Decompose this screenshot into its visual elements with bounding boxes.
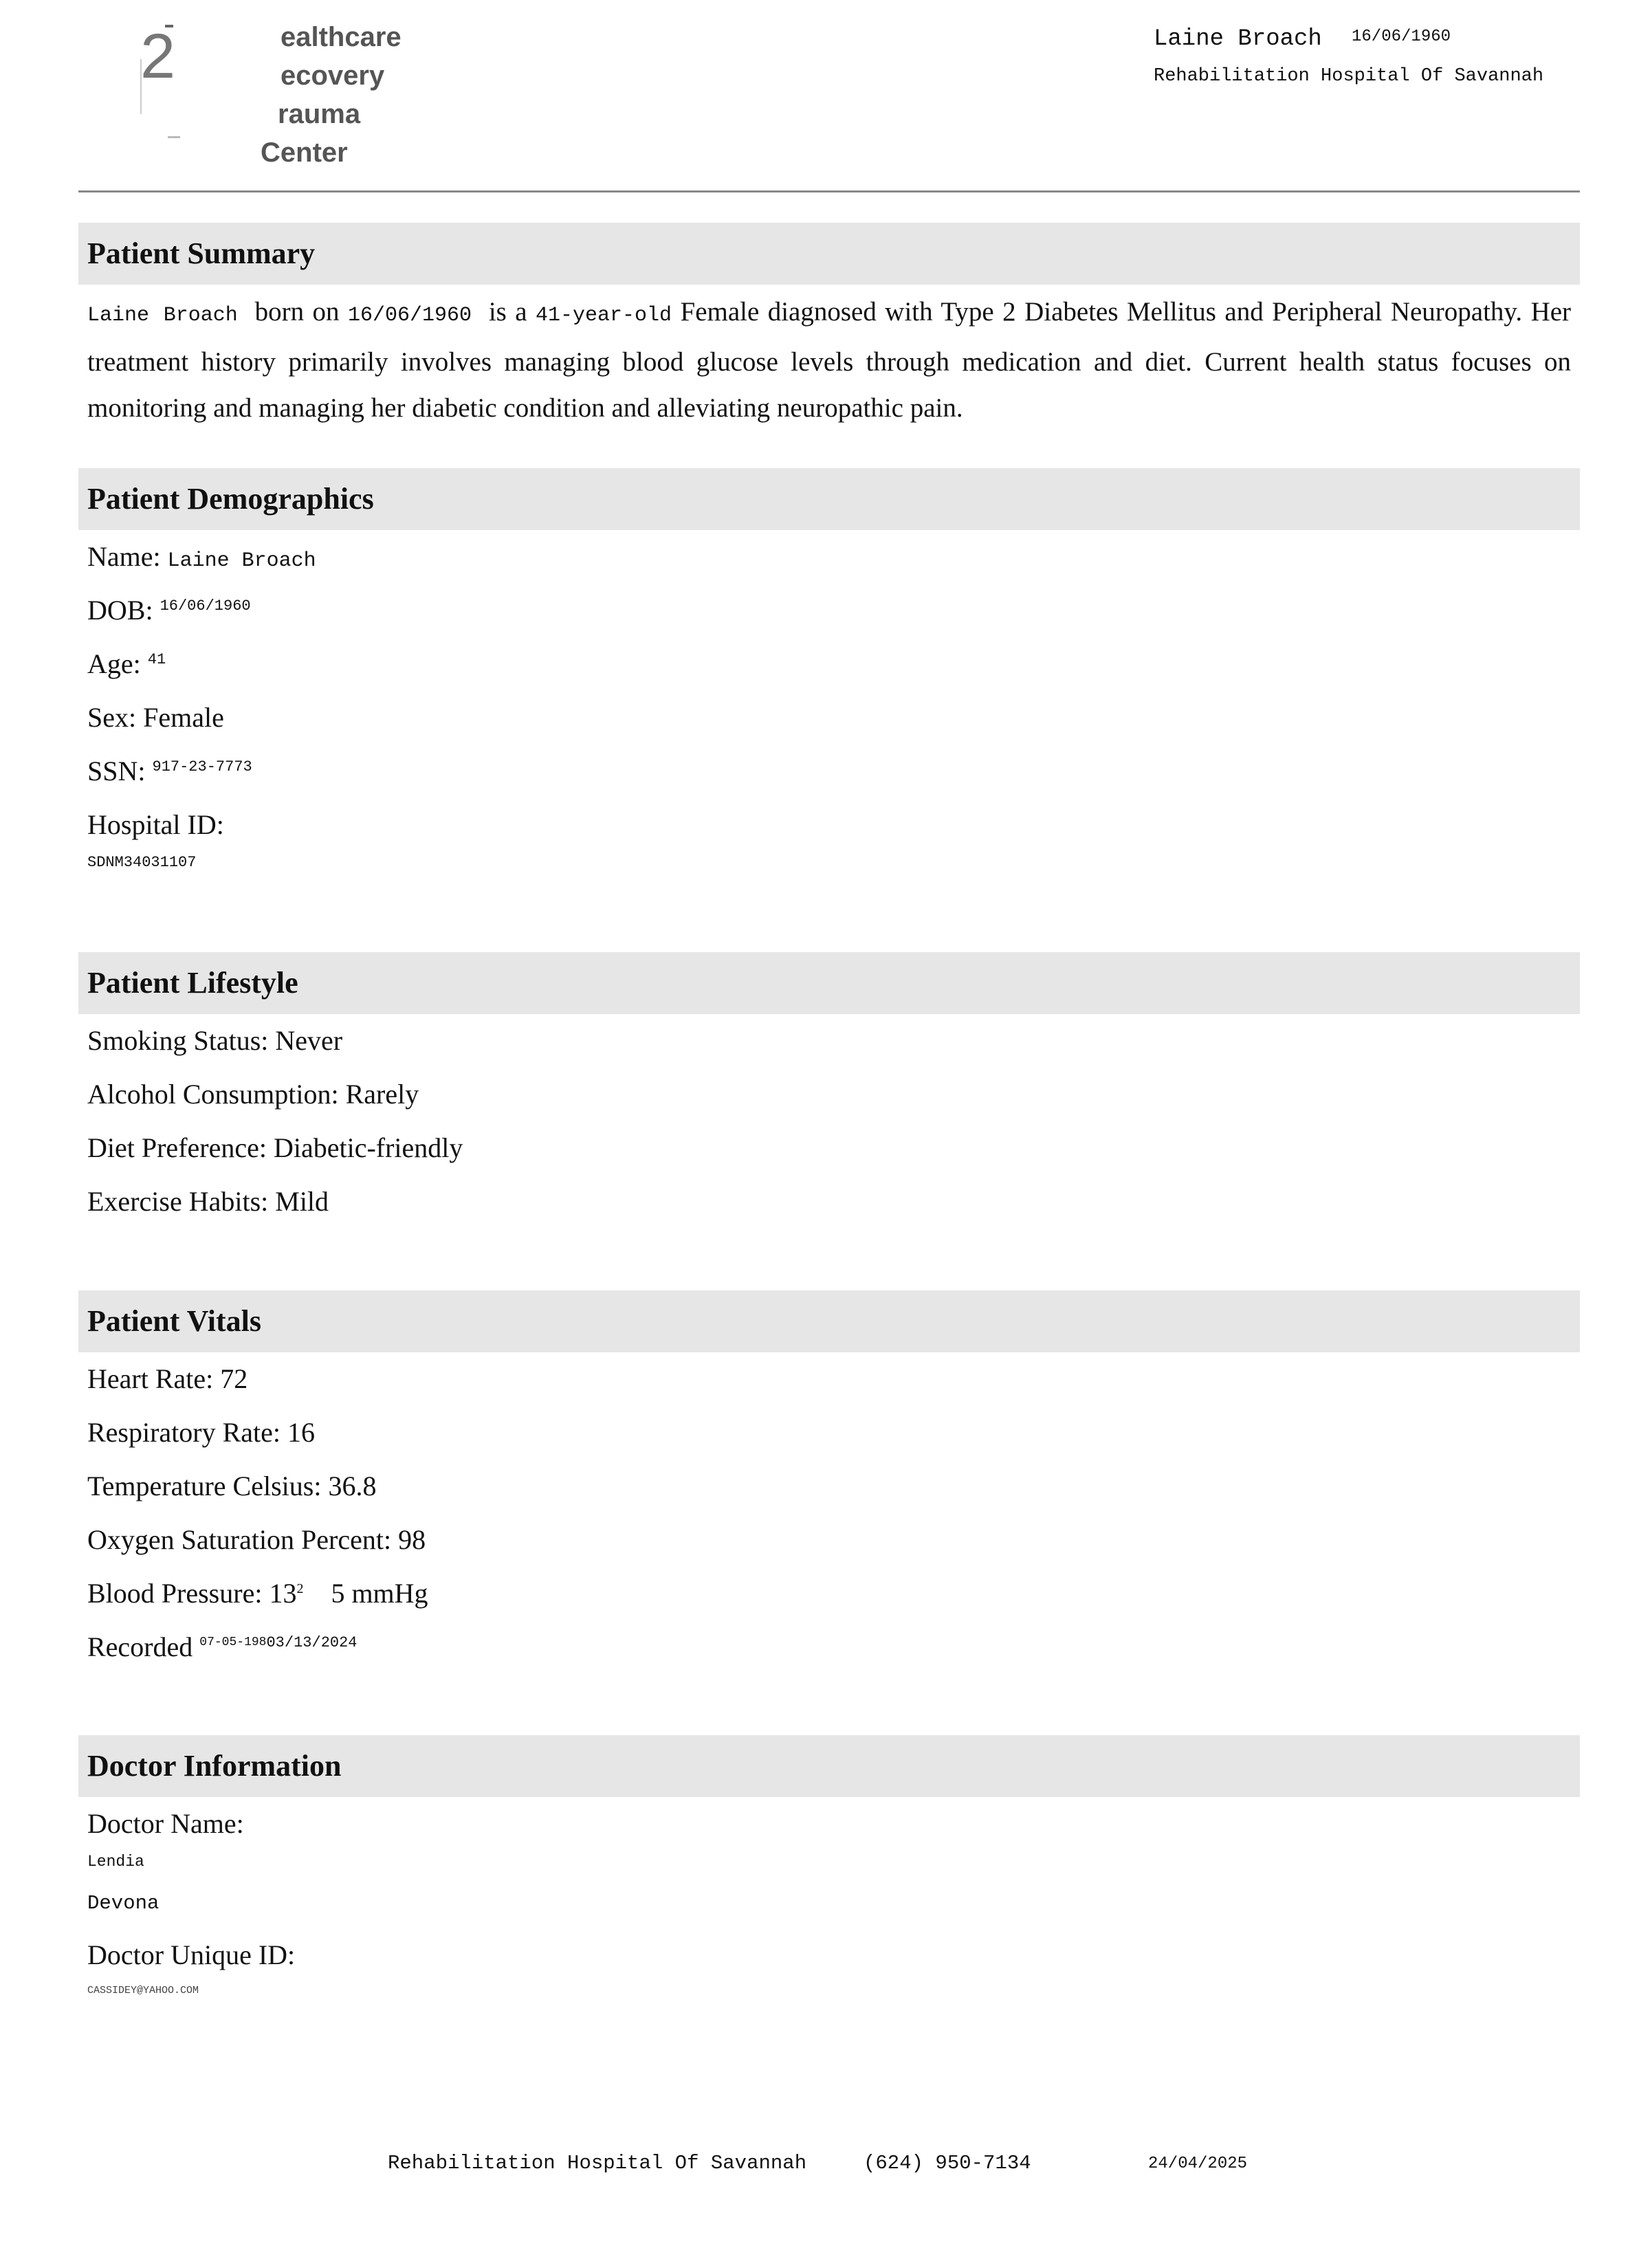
summary-is-a: is a bbox=[488, 297, 527, 327]
logo-line-2: ecovery bbox=[280, 60, 385, 91]
section-title: Patient Summary bbox=[87, 236, 316, 270]
section-title: Patient Vitals bbox=[87, 1304, 261, 1338]
section-patient-demographics bbox=[78, 468, 1580, 530]
section-title: Patient Demographics bbox=[87, 482, 374, 516]
lifestyle-alcohol: Alcohol Consumption: Rarely bbox=[87, 1079, 419, 1110]
demographics-ssn: SSN: $^{917-23-7773}$ bbox=[87, 756, 252, 786]
doctor-name-label: Doctor Name: bbox=[87, 1808, 244, 1839]
footer-date: 24/04/2025 bbox=[1148, 2155, 1248, 2173]
doctor-name-line-2: Devona bbox=[87, 1892, 160, 1915]
summary-dob: 16/06/1960 bbox=[347, 304, 472, 327]
header-divider bbox=[78, 190, 1580, 192]
vitals-recorded: Recorded $^{07-05-19803/13/2024}$ bbox=[87, 1631, 358, 1662]
header-dob: 16/06/1960 bbox=[1352, 27, 1451, 46]
lifestyle-exercise: Exercise Habits: Mild bbox=[87, 1186, 329, 1217]
demographics-age: Age: $^{41}$ bbox=[87, 648, 166, 679]
lifestyle-diet: Diet Preference: Diabetic-friendly bbox=[87, 1132, 463, 1163]
section-patient-vitals bbox=[78, 1290, 1580, 1352]
logo-mark-bottom bbox=[168, 136, 180, 138]
summary-name: Laine Broach bbox=[87, 304, 238, 327]
logo-number: 2 bbox=[140, 21, 176, 91]
vitals-oxygen-saturation: Oxygen Saturation Percent: 98 bbox=[87, 1524, 426, 1555]
doctor-unique-id: CASSIDEY@YAHOO.COM bbox=[87, 1985, 199, 1996]
footer-hospital: Rehabilitation Hospital Of Savannah bbox=[388, 2152, 807, 2175]
summary-age: 41-year-old bbox=[536, 304, 672, 327]
summary-paragraph bbox=[87, 289, 1571, 431]
vitals-blood-pressure: Blood Pressure: $13^2$ 5 mmHg bbox=[87, 1578, 428, 1609]
lifestyle-smoking: Smoking Status: Never bbox=[87, 1025, 343, 1056]
doctor-id-label: Doctor Unique ID: bbox=[87, 1939, 296, 1970]
section-patient-summary bbox=[78, 223, 1580, 285]
section-patient-lifestyle bbox=[78, 952, 1580, 1014]
logo-line-4: Center bbox=[261, 137, 348, 168]
section-title: Doctor Information bbox=[87, 1749, 342, 1783]
section-doctor-information bbox=[78, 1735, 1580, 1797]
footer-phone: (624) 950-7134 bbox=[864, 2152, 1031, 2175]
demographics-sex: Sex: Female bbox=[87, 702, 224, 733]
demographics-hospital-id: SDNM34031107 bbox=[87, 854, 197, 871]
demographics-hospital-id-label: Hospital ID: bbox=[87, 809, 224, 840]
vitals-respiratory-rate: Respiratory Rate: 16 bbox=[87, 1417, 316, 1448]
summary-text: Female diagnosed with Type 2 Diabetes Mellitus and Peripheral Neuropathy. Her treatment history primarily involves managing blood glucose levels through medication and diet. Current health status focuses on monitoring and managing her diabetic condition and alleviating neuropathic pain. bbox=[87, 297, 1572, 423]
header-hospital: Rehabilitation Hospital Of Savannah bbox=[1154, 66, 1544, 87]
logo-line-3: rauma bbox=[278, 99, 361, 129]
summary-born-on: born on bbox=[254, 297, 340, 327]
section-title: Patient Lifestyle bbox=[87, 966, 298, 1000]
demographics-name: Name: Laine Broach bbox=[87, 541, 316, 573]
doctor-name-line-1: Lendia bbox=[87, 1853, 144, 1871]
vitals-heart-rate: Heart Rate: 72 bbox=[87, 1363, 248, 1394]
vitals-temperature: Temperature Celsius: 36.8 bbox=[87, 1471, 377, 1501]
header-patient-name: Laine Broach bbox=[1154, 26, 1322, 52]
demographics-dob: DOB: $^{16/06/1960}$ bbox=[87, 595, 251, 626]
logo-line-1: ealthcare bbox=[280, 22, 402, 52]
